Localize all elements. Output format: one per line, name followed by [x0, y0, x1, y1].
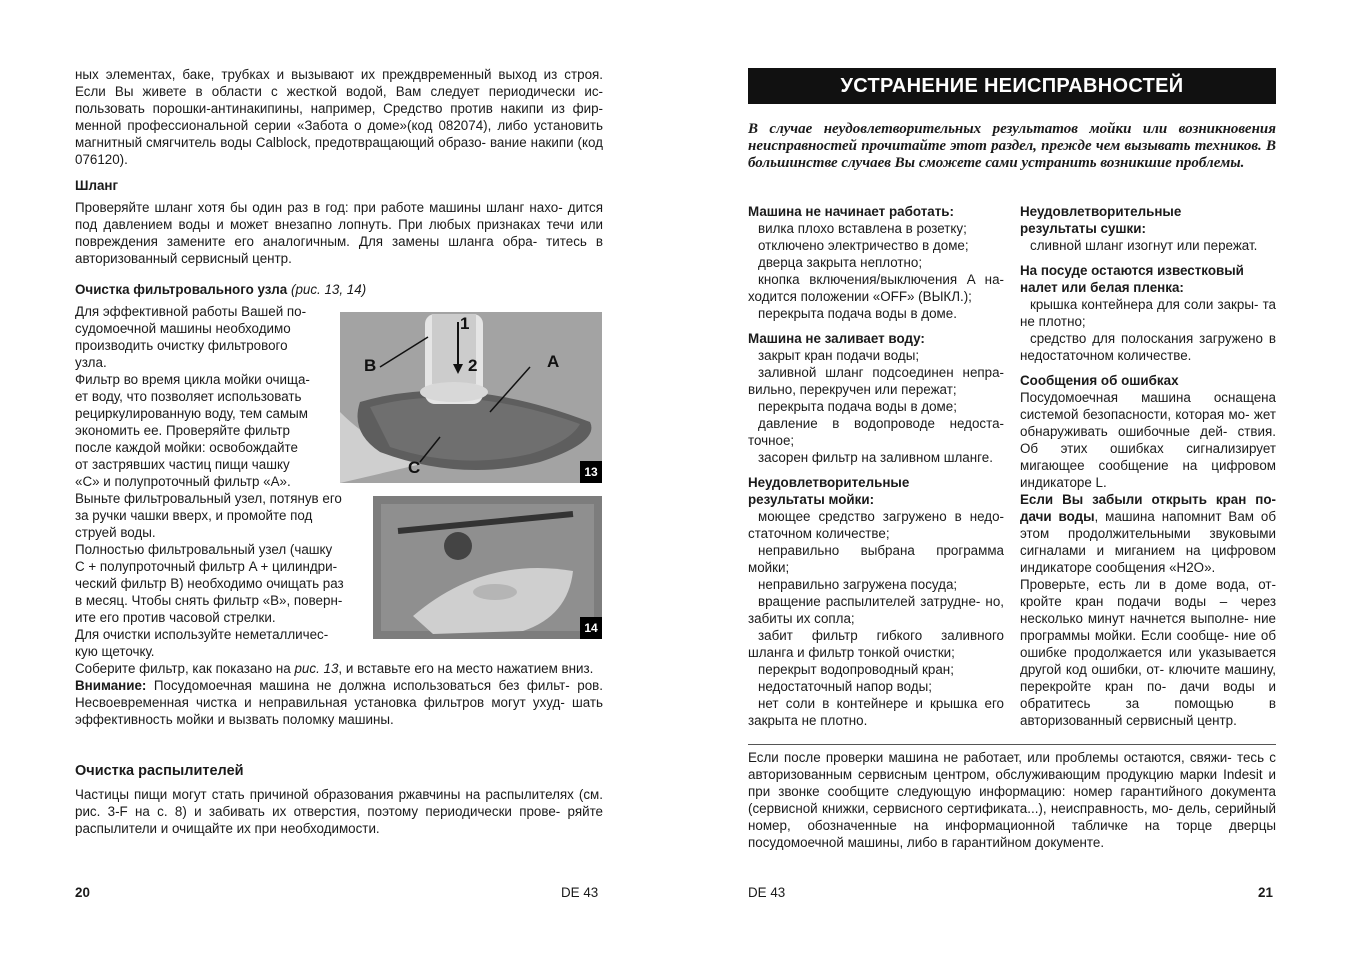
problem-item: недостаточный напор воды; [758, 679, 932, 694]
filter-line: за ручки чашки вверх, и промойте под [75, 508, 313, 523]
problem-block [748, 203, 1004, 322]
figure-number-13: 13 [580, 461, 602, 483]
troubleshooting-intro: В случае неудовлетворительных результатов мойки или возникновения неисправностей прочитайте этот раздел, прежде чем вызывать техников. В большинстве случаев Вы сможете сами устранить возникшие проблемы. [748, 121, 1276, 171]
spray-paragraph: Частицы пищи могут стать причиной образования ржавчины на распылителях (см. рис. 3-F на с. 8) и забивать их отверстия, поэтому периодически прове- ряйте распылители и очищайте их при необходимости. [75, 787, 603, 836]
problem-item: давление в водопроводе недоста- точное; [748, 416, 1004, 448]
assemble-text-post: , и вставьте его на место нажатием вниз. [338, 661, 594, 676]
section-divider [748, 744, 1276, 745]
problem-item: неправильно выбрана программа мойки; [748, 543, 1004, 575]
problem-item: закрыт кран подачи воды; [758, 348, 920, 363]
filter-line: ет воду, что позволяет использовать [75, 389, 302, 404]
filter-heading-ref: (рис. 13, 14) [290, 282, 367, 297]
problem-item: перекрыта подача воды в доме; [758, 399, 957, 414]
filter-line: Для эффективной работы Вашей по- [75, 304, 307, 319]
problem-block [1020, 262, 1276, 364]
problem-item: перекрыта подача воды в доме. [758, 306, 957, 321]
filter-line: ите его против часовой стрелки. [75, 610, 276, 625]
filter-illustration [340, 312, 602, 483]
page-number-left: 20 [75, 885, 90, 900]
errors-block [1020, 372, 1276, 729]
problem-title: Машина не заливает воду: [748, 331, 925, 346]
problem-item: заливной шланг подсоединен непра- вильно, перекручен или пережат; [748, 365, 1004, 397]
filter-line: от застрявших частиц пищи чашку [75, 457, 290, 472]
intro-paragraph: ных элементах, баке, трубках и вызывают их преждвременный выход из строя. Если Вы живете в области с жесткой водой, Вам следует периодически ис- пользовать порошки-антинакипины, например, Средство против накипи из фир- менной профессиональной серии «Забота о доме»(код 082074), либо установить магнитный смягчитель воды Calblock, предотвращающий образо- вание накипи (код 076120). [75, 67, 603, 167]
problem-item: перекрыт водопроводный кран; [758, 662, 954, 677]
problem-item: сливной шланг изогнут или пережат. [1030, 238, 1258, 253]
problem-item: нет соли в контейнере и крышка его закрыта не плотно. [748, 696, 1004, 728]
filter-line: ческий фильтр B) необходимо очищать раз [75, 576, 344, 591]
hose-paragraph: Проверяйте шланг хотя бы один раз в год: при работе машины шланг нахо- дится под давлением воды и может внезапно лопнуть. При любых признаках течи или повреждения замените его аналогичным. Для замены шланга обра- титесь в авторизованный сервисный центр. [75, 200, 603, 266]
problem-item: кнопка включения/выключения A на- ходится положении «OFF» (ВЫКЛ.); [748, 272, 1004, 304]
problem-item: дверца закрыта неплотно; [758, 255, 923, 270]
filter-line: после каждой мойки: освобождайте [75, 440, 298, 455]
problem-block [748, 330, 1004, 466]
filter-line: экономить ее. Проверяйте фильтр [75, 423, 290, 438]
warning-text: Посудомоечная машина не должна использоваться без фильт- ров. Несвоевременная чистка и неправильная установка фильтров могут ухуд- шать эффективность мойки и вызвать поломку машины. [75, 678, 603, 727]
troubleshoot-column-2 [1020, 203, 1276, 729]
filter-line: «C» и полупроточный фильтр «A». [75, 474, 291, 489]
problem-item: средство для полоскания загружено в недостаточном количестве. [1020, 331, 1276, 363]
filter-heading [75, 281, 366, 298]
filter-line: Фильтр во время цикла мойки очища- [75, 372, 310, 387]
filter-line: в месяц. Чтобы снять фильтр «B», поверн- [75, 593, 343, 608]
assemble-ref: рис. 13 [294, 661, 339, 676]
problem-item: неправильно загружена посуда; [758, 577, 958, 592]
figure-label: A [547, 352, 560, 371]
spray-heading: Очистка распылителей [75, 763, 244, 779]
page-number-right: 21 [1258, 885, 1273, 900]
problem-item: крышка контейнера для соли закры- та не плотно; [1020, 297, 1276, 329]
problem-item: моющее средство загружено в недо- статочном количестве; [748, 509, 1004, 541]
warning-label: Внимание: [75, 678, 147, 693]
bottom-paragraph: Если после проверки машина не работает, или проблемы остаются, свяжи- тесь с авторизованным сервисным центром, обслуживающим продукцию марки Indesit и при звонке сообщите следующую информацию: номер гарантийного документа (сервисной книжки, сервисного сертификата...), неисправность, мо- дель, серийный номер, обозначенные на информационной табличке на торце дверцы посудомоечной машины, либо в гарантийном документе. [748, 750, 1276, 850]
filter-line: узла. [75, 355, 107, 370]
problem-title: Неудовлетворительные результаты мойки: [748, 475, 910, 507]
filter-line: производить очистку фильтрового [75, 338, 288, 353]
filter-line: Полностью фильтровальный узел (чашку [75, 542, 333, 557]
warning-paragraph [75, 677, 603, 728]
problem-item: засорен фильтр на заливном шланге. [758, 450, 993, 465]
problem-title: На посуде остаются известковый налет или белая пленка: [1020, 263, 1244, 295]
filter-line: рециркулированную воду, тем самым [75, 406, 309, 421]
filter-line: Выньте фильтровальный узел, потянув его [75, 491, 342, 506]
forgot-bold: Если Вы забыли открыть кран по- дачи воды [1020, 492, 1276, 524]
figure-label: 2 [468, 356, 478, 375]
problem-item: отключено электричество в доме; [758, 238, 969, 253]
dishwasher-bottom-illustration [373, 496, 602, 639]
filter-line: кую щеточку. [75, 644, 155, 659]
problem-block [748, 474, 1004, 729]
figure-13 [340, 312, 602, 483]
forgot-text: , машина напомнит Вам об этом продолжительными звуковыми сигналами и миганием на цифровом индикаторе сообщения «H2O». [1020, 509, 1276, 575]
figure-label: 1 [460, 314, 470, 333]
assemble-paragraph [75, 660, 603, 677]
problem-item: вилка плохо вставлена в розетку; [758, 221, 967, 236]
filter-line: C + полупроточный фильтр A + цилиндри- [75, 559, 338, 574]
problem-title: Машина не начинает работать: [748, 204, 954, 219]
section-banner: УСТРАНЕНИЕ НЕИСПРАВНОСТЕЙ [748, 68, 1276, 104]
figure-number-14: 14 [580, 617, 602, 639]
filter-line: Для очистки используйте неметалличес- [75, 627, 329, 642]
figure-label: C [408, 458, 421, 477]
filter-line: судомоечной машины необходимо [75, 321, 291, 336]
filter-line: струей воды. [75, 525, 156, 540]
filter-heading-title: Очистка фильтровального узла [75, 282, 288, 297]
problem-block [1020, 203, 1276, 254]
model-right: DE 43 [748, 885, 786, 900]
assemble-text: Соберите фильтр, как показано на [75, 661, 291, 676]
forgot-paragraph [1020, 491, 1276, 576]
model-left: DE 43 [561, 885, 599, 900]
problem-item: забит фильтр гибкого заливного шланга и фильтр тонкой очистки; [748, 628, 1004, 660]
figure-14 [373, 496, 602, 639]
errors-paragraph: Посудомоечная машина оснащена системой безопасности, которая мо- жет обнаруживать ошибочные дей- ствия. Об этих ошибках сигнализирует мигающее сообщение на цифровом индикаторе L. [1020, 390, 1276, 490]
troubleshoot-column-1 [748, 203, 1004, 729]
problem-item: вращение распылителей затрудне- но, забиты их сопла; [748, 594, 1004, 626]
check-paragraph: Проверьте, есть ли в доме вода, от- кройте кран подачи воды – через несколько минут начнется выполне- ние программы мойки. Если сообще- ние об ошибке продолжается или указывается другой код ошибки, от- ключите машину, перекройте кран по- дачи воды и обратитесь за помощью в авторизованный сервисный центр. [1020, 577, 1276, 728]
hose-heading: Шланг [75, 178, 119, 193]
errors-title: Сообщения об ошибках [1020, 373, 1179, 388]
problem-title: Неудовлетворительные результаты сушки: [1020, 204, 1182, 236]
figure-label: B [364, 356, 377, 375]
